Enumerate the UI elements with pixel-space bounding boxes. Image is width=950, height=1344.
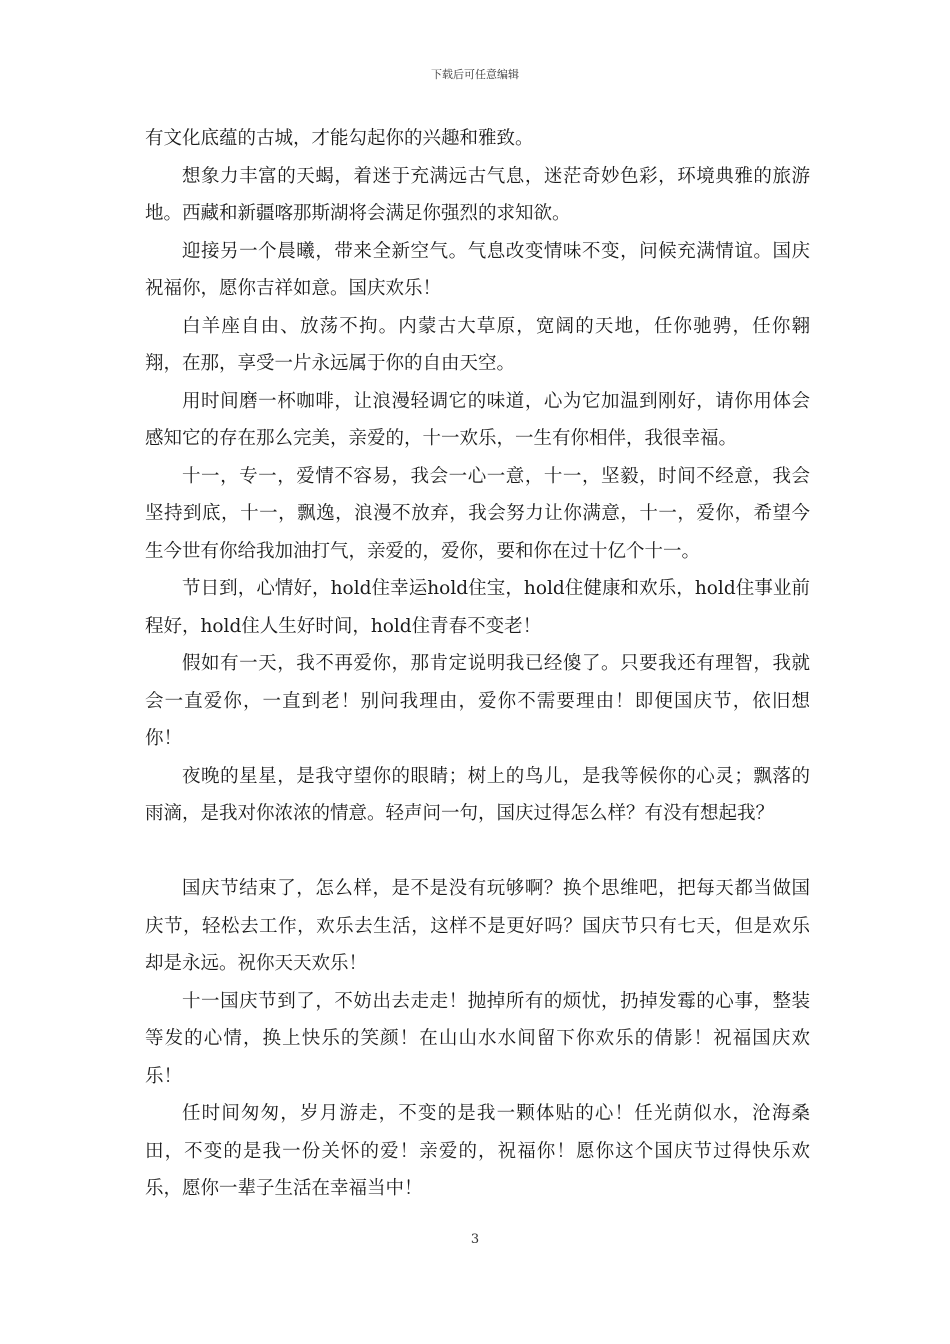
page-header: 下载后可任意编辑 [431,68,519,81]
paragraph: 十一，专一，爱情不容易，我会一心一意，十一，坚毅，时间不经意，我会坚持到底，十一，飘逸，浪漫不放弃，我会努力让你满意，十一，爱你，希望今生今世有你给我加油打气，亲爱的，爱你，要和你在过十亿个十一。 [145,465,810,562]
paragraph: 有文化底蕴的古城，才能勾起你的兴趣和雅致。 [145,128,534,149]
paragraph: 假如有一天，我不再爱你，那肯定说明我已经傻了。只要我还有理智，我就会一直爱你，一直到老！别问我理由，爱你不需要理由！即便国庆节，依旧想你！ [145,653,810,749]
page-number: 3 [470,1232,480,1247]
paragraph: 任时间匆匆，岁月游走，不变的是我一颗体贴的心！任光荫似水，沧海桑田，不变的是我一份关怀的爱！亲爱的，祝福你！愿你这个国庆节过得快乐欢乐，愿你一辈子生活在幸福当中！ [145,1103,810,1199]
paragraph: 白羊座自由、放荡不拘。内蒙古大草原，宽阔的天地，任你驰骋，任你翱翔，在那，享受一片永远属于你的自由天空。 [145,315,810,374]
paragraph: 用时间磨一杯咖啡，让浪漫轻调它的味道，心为它加温到刚好，请你用体会感知它的存在那么完美，亲爱的，十一欢乐，一生有你相伴，我很幸福。 [145,390,810,449]
paragraph: 想象力丰富的天蝎，着迷于充满远古气息，迷茫奇妙色彩，环境典雅的旅游地。西藏和新疆喀那斯湖将会满足你强烈的求知欲。 [145,165,810,224]
paragraph: 国庆节结束了，怎么样，是不是没有玩够啊？换个思维吧，把每天都当做国庆节，轻松去工作，欢乐去生活，这样不是更好吗？国庆节只有七天，但是欢乐却是永远。祝你天天欢乐！ [145,878,810,974]
paragraph: 节日到，心情好，hold住幸运hold住宝，hold住健康和欢乐，hold住事业前程好，hold住人生好时间，hold住青春不变老！ [145,578,810,637]
paragraph: 迎接另一个晨曦，带来全新空气。气息改变情味不变，问候充满情谊。国庆祝福你，愿你吉祥如意。国庆欢乐！ [145,240,810,299]
paragraph: 十一国庆节到了，不妨出去走走！抛掉所有的烦忧，扔掉发霉的心事，整装等发的心情，换上快乐的笑颜！在山山水水间留下你欢乐的倩影！祝福国庆欢乐！ [145,990,810,1087]
paragraph: 夜晚的星星，是我守望你的眼睛；树上的鸟儿，是我等候你的心灵；飘落的雨滴，是我对你浓浓的情意。轻声问一句，国庆过得怎么样？有没有想起我？ [145,765,810,824]
document-body [145,120,810,1208]
